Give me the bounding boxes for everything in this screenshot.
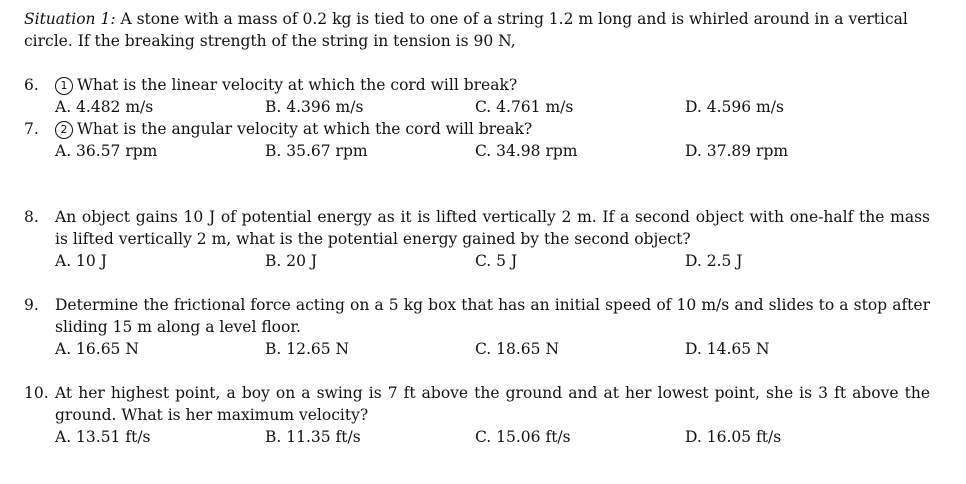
choice-a[interactable]: A. 10 J	[55, 252, 107, 270]
question-text: Determine the frictional force acting on a 5 kg box that has an initial speed of 10 m/s and slides to a stop after sliding 15 m along a level floor.	[55, 296, 930, 336]
choices-row	[55, 338, 930, 360]
situation-text: A stone with a mass of 0.2 kg is tied to one of a string 1.2 m long and is whirled around in a vertical circle. If the breaking strength of the string in tension is 90 N,	[24, 10, 908, 50]
question-text	[55, 118, 930, 140]
choice-a[interactable]: A. 4.482 m/s	[55, 98, 154, 116]
choice-d[interactable]: D. 14.65 N	[685, 340, 770, 358]
choices-row	[55, 96, 930, 118]
choices-row	[55, 250, 930, 272]
choice-b[interactable]: B. 11.35 ft/s	[265, 428, 361, 446]
choice-b[interactable]: B. 35.67 rpm	[265, 142, 368, 160]
choice-b[interactable]: B. 20 J	[265, 252, 318, 270]
choice-a[interactable]: A. 13.51 ft/s	[55, 428, 151, 446]
question-stem: What is the linear velocity at which the cord will break?	[77, 76, 518, 94]
question-10	[24, 382, 930, 448]
question-7	[24, 118, 930, 162]
choice-c[interactable]: C. 18.65 N	[475, 340, 560, 358]
choice-d[interactable]: D. 2.5 J	[685, 252, 743, 270]
circled-number-marker: 1	[55, 77, 73, 95]
choice-d[interactable]: D. 37.89 rpm	[685, 142, 789, 160]
circled-number-marker: 2	[55, 121, 73, 139]
choices-row	[55, 426, 930, 448]
choice-c[interactable]: C. 5 J	[475, 252, 518, 270]
spacer	[24, 272, 930, 294]
question-9	[24, 294, 930, 360]
choice-c[interactable]: C. 34.98 rpm	[475, 142, 578, 160]
choice-a[interactable]: A. 36.57 rpm	[55, 142, 158, 160]
question-number: 6.	[24, 76, 39, 94]
question-text	[55, 74, 930, 96]
question-number: 9.	[24, 296, 39, 314]
question-number: 8.	[24, 208, 39, 226]
situation-label: Situation 1:	[24, 10, 116, 28]
question-number: 7.	[24, 120, 39, 138]
worksheet	[24, 8, 930, 448]
choice-b[interactable]: B. 12.65 N	[265, 340, 350, 358]
spacer	[24, 52, 930, 74]
question-text: At her highest point, a boy on a swing is 7 ft above the ground and at her lowest point, she is 3 ft above the ground. What is her maximum velocity?	[55, 384, 930, 424]
situation-1	[24, 8, 930, 52]
question-number: 10.	[24, 384, 49, 402]
spacer	[24, 360, 930, 382]
choice-a[interactable]: A. 16.65 N	[55, 340, 139, 358]
choice-d[interactable]: D. 16.05 ft/s	[685, 428, 782, 446]
choice-b[interactable]: B. 4.396 m/s	[265, 98, 364, 116]
question-6	[24, 74, 930, 118]
spacer	[24, 162, 930, 206]
question-8	[24, 206, 930, 272]
choice-c[interactable]: C. 15.06 ft/s	[475, 428, 571, 446]
question-stem: What is the angular velocity at which the cord will break?	[77, 120, 533, 138]
choices-row	[55, 140, 930, 162]
choice-d[interactable]: D. 4.596 m/s	[685, 98, 784, 116]
choice-c[interactable]: C. 4.761 m/s	[475, 98, 574, 116]
question-text: An object gains 10 J of potential energy as it is lifted vertically 2 m. If a second object with one-half the mass is lifted vertically 2 m, what is the potential energy gained by the second object?	[55, 208, 930, 248]
